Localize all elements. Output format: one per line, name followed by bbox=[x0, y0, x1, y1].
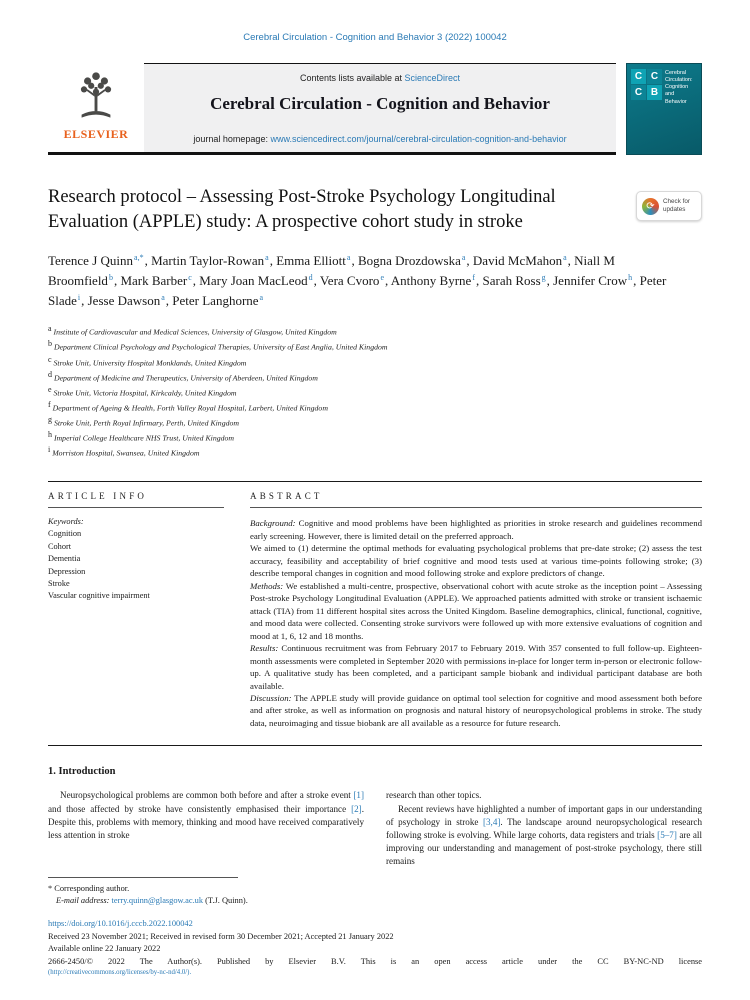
introduction-heading: 1. Introduction bbox=[48, 766, 116, 778]
introduction-section bbox=[48, 766, 702, 868]
author-affiliation-sup[interactable]: i bbox=[77, 292, 81, 302]
affiliation-item: $^b$ Department Clinical Psychology and Psychological Therapies, University of East Anglia, United Kingdom bbox=[48, 339, 388, 353]
inline-link[interactable]: terry.quinn@glasgow.ac.uk bbox=[111, 896, 204, 906]
received-dates-line: Received 23 November 2021; Received in revised form 30 December 2021; Accepted 21 January 2022 bbox=[48, 931, 394, 941]
crossmark-icon: ⟳ bbox=[642, 198, 659, 215]
author-affiliation-sup[interactable]: f bbox=[472, 272, 475, 282]
page-footer bbox=[48, 877, 702, 978]
article-title: Research protocol – Assessing Post-Stroke Psychology Longitudinal Evaluation (APPLE) study: A prospective cohort study in stroke bbox=[48, 187, 556, 232]
elsevier-logo bbox=[48, 63, 144, 152]
affiliation-item: $^c$ Stroke Unit, University Hospital Monklands, United Kingdom bbox=[48, 354, 247, 368]
cover-letter: B bbox=[647, 85, 662, 100]
inline-link[interactable]: https://doi.org/10.1016/j.cccb.2022.100042 bbox=[48, 919, 193, 929]
cover-letter: C bbox=[631, 85, 646, 100]
footnote-divider bbox=[48, 877, 238, 878]
author-affiliation-sup[interactable]: a bbox=[346, 252, 351, 262]
affiliation-item: $^g$ Stroke Unit, Perth Royal Infirmary, Perth, United Kingdom bbox=[48, 414, 240, 428]
cover-letter: C bbox=[647, 69, 662, 84]
corresponding-author-note: * Corresponding author. bbox=[48, 883, 130, 893]
email-line: E-mail address: terry.quinn@glasgow.ac.uk (T.J. Quinn). bbox=[56, 896, 248, 906]
inline-link[interactable]: [3,4] bbox=[482, 816, 501, 827]
introduction-column-left bbox=[48, 789, 364, 868]
inline-link[interactable]: [5–7] bbox=[657, 829, 677, 840]
keyword: Vascular cognitive impairment bbox=[48, 591, 150, 601]
author-list: Terence J Quinn$^{a,*}$, Martin Taylor-Rowan$^a$, Emma Elliott$^a$, Bogna Drozdowska$^a$, David McMahon$^a$, Niall M Broomfield$^b$, Mark Barber$^c$, Mary Joan MacLeod$^d$, Vera Cvoro$^e$, Anthony Byrne$^f$, Sarah Ross$^g$, Jennifer Crow$^h$, Peter Slade$^i$, Jesse Dawson$^a$, Peter Langhorne$^a$ bbox=[48, 252, 667, 309]
journal-masthead bbox=[144, 63, 616, 152]
body-paragraph: research than other topics. bbox=[386, 790, 482, 801]
cc-license-link-line bbox=[48, 968, 702, 978]
journal-homepage-line: journal homepage: www.sciencedirect.com/journal/cerebral-circulation-cognition-and-behavior bbox=[193, 134, 567, 144]
journal-citation-link[interactable]: Cerebral Circulation - Cognition and Behavior 3 (2022) 100042 bbox=[243, 32, 507, 43]
author-affiliation-sup[interactable]: a bbox=[563, 252, 567, 262]
keyword: Cognition bbox=[48, 529, 82, 539]
contents-available-line: Contents lists available at ScienceDirect bbox=[299, 73, 461, 83]
elsevier-tree-icon bbox=[72, 108, 120, 125]
abstract-paragraph: Methods: We established a multi-centre, prospective, observational cohort with acute stroke as the inception point – Assessing Post-stroke Psychology Longitudinal Evaluation (APPLE). We approached patients admitted with stroke or transient ischaemic attack (TIA) from 11 different hospital sites across the United Kingdom. Baseline demographics, clinical, functional, cognitive, and mood data were collected. Consenting stroke survivors were followed up with more extensive evaluations of cognition and mood at 1, 6, 12 and 18 months. bbox=[250, 580, 702, 641]
abstract-column bbox=[250, 491, 702, 729]
abstract-paragraph: Results: Continuous recruitment was from February 2017 to February 2019. With 357 consented to full follow-up. Eighteen-month assessments were completed in September 2020 with permissions in-place for longer term in-person or electronic follow-up. A qualitative study has been completed, and a participant sample biobank and individual participant database are both available. bbox=[250, 643, 702, 691]
cover-letter: C bbox=[631, 69, 646, 84]
affiliation-item: $^a$ Institute of Cardiovascular and Medical Sciences, University of Glasgow, United Kingdom bbox=[48, 324, 337, 337]
affiliation-item: $^f$ Department of Ageing & Health, Forth Valley Royal Hospital, Larbert, United Kingdom bbox=[48, 399, 328, 413]
author-affiliation-sup[interactable]: d bbox=[308, 272, 313, 282]
doi-link-line bbox=[48, 918, 702, 931]
keyword: Stroke bbox=[48, 578, 70, 588]
introduction-column-right bbox=[386, 789, 702, 868]
abstract-paragraph: Background: Cognitive and mood problems have been highlighted as priorities in stroke research and guidelines recommend early screening. However, there is limited detail on the preferred approach. bbox=[250, 518, 702, 541]
affiliation-item: $^d$ Department of Medicine and Therapeutics, University of Aberdeen, United Kingdom bbox=[48, 369, 318, 383]
keyword: Depression bbox=[48, 566, 86, 576]
inline-link[interactable]: ScienceDirect bbox=[404, 73, 461, 83]
journal-header bbox=[48, 63, 702, 155]
abstract-heading: ABSTRACT bbox=[250, 491, 702, 508]
journal-cover-thumbnail[interactable] bbox=[626, 63, 702, 155]
author-affiliation-sup[interactable]: a,* bbox=[134, 252, 144, 262]
author-affiliation-sup[interactable]: e bbox=[380, 272, 384, 282]
author-affiliation-sup[interactable]: h bbox=[628, 272, 633, 282]
journal-title: Cerebral Circulation - Cognition and Behavior bbox=[210, 94, 550, 113]
author-affiliation-sup[interactable]: a bbox=[461, 252, 466, 262]
affiliation-item: $^i$ Morriston Hospital, Swansea, United Kingdom bbox=[48, 445, 200, 458]
affiliation-list bbox=[48, 323, 702, 459]
author-affiliation-sup[interactable]: b bbox=[108, 272, 113, 282]
abstract-paragraph: Discussion: The APPLE study will provide guidance on optimal tool selection for cognitive and mood assessment both before and after stroke, as well as information on prognosis and natural history of neuropsychological problems in stroke. The study data, neuroimaging and tissue biobank are all available as a resource for future research. bbox=[250, 692, 702, 728]
article-info-heading: ARTICLE INFO bbox=[48, 491, 224, 508]
issn-license-line: 2666-2450/© 2022 The Author(s). Published by Elsevier B.V. This is an open access article under the CC BY-NC-ND license bbox=[48, 956, 702, 966]
cover-letter-tiles bbox=[631, 69, 662, 149]
author-affiliation-sup[interactable]: a bbox=[265, 252, 269, 262]
affiliation-item: $^e$ Stroke Unit, Victoria Hospital, Kirkcaldy, United Kingdom bbox=[48, 384, 237, 398]
inline-link[interactable]: (http://creativecommons.org/licenses/by-nc-nd/4.0/). bbox=[48, 969, 192, 977]
journal-header-band bbox=[48, 63, 616, 155]
elsevier-wordmark: ELSEVIER bbox=[63, 127, 129, 141]
available-online-line: Available online 22 January 2022 bbox=[48, 944, 161, 954]
affiliation-item: $^h$ Imperial College Healthcare NHS Trust, United Kingdom bbox=[48, 430, 235, 443]
body-paragraph: Recent reviews have highlighted a number of important gaps in our understanding of psychology in stroke [3,4]. The landscape around neuropsychological research following stroke is evolving. While large cohorts, data registers and trials [5–7] are all improving our understanding and management of post-stroke psychology, there still remains bbox=[386, 803, 702, 866]
author-affiliation-sup[interactable]: a bbox=[161, 292, 165, 302]
inline-link[interactable]: www.sciencedirect.com/journal/cerebral-circulation-cognition-and-behavior bbox=[270, 134, 567, 144]
cover-journal-name: Cerebral Circulation: Cognition and Behavior bbox=[665, 70, 693, 105]
author-affiliation-sup[interactable]: a bbox=[259, 292, 264, 302]
keyword: Dementia bbox=[48, 554, 81, 564]
keyword: Cohort bbox=[48, 541, 72, 551]
author-affiliation-sup[interactable]: g bbox=[541, 272, 546, 282]
body-paragraph: Neuropsychological problems are common both before and after a stroke event [1] and those affected by stroke have consistently emphasised their importance [2]. Despite this, problems with memory, thinking and mood have received comparatively less attention in stroke bbox=[48, 790, 364, 840]
keywords-label: Keywords: bbox=[48, 517, 84, 527]
article-info-abstract-block bbox=[48, 481, 702, 746]
inline-link[interactable]: [1] bbox=[353, 790, 364, 801]
abstract-paragraph: We aimed to (1) determine the optimal methods for evaluating psychological problems that pre-date stroke; (2) assess the test accuracy, feasibility and acceptability of brief cognitive and mood tests used at various time-points following stroke; (3) describe temporal changes in cognition and mood following stroke and explore predictors of change. bbox=[250, 543, 702, 579]
author-affiliation-sup[interactable]: c bbox=[188, 272, 192, 282]
check-for-updates-label: Check for updates bbox=[663, 198, 690, 213]
check-for-updates-badge[interactable] bbox=[636, 191, 702, 221]
article-info-column bbox=[48, 491, 224, 729]
inline-link[interactable]: [2] bbox=[351, 803, 362, 814]
